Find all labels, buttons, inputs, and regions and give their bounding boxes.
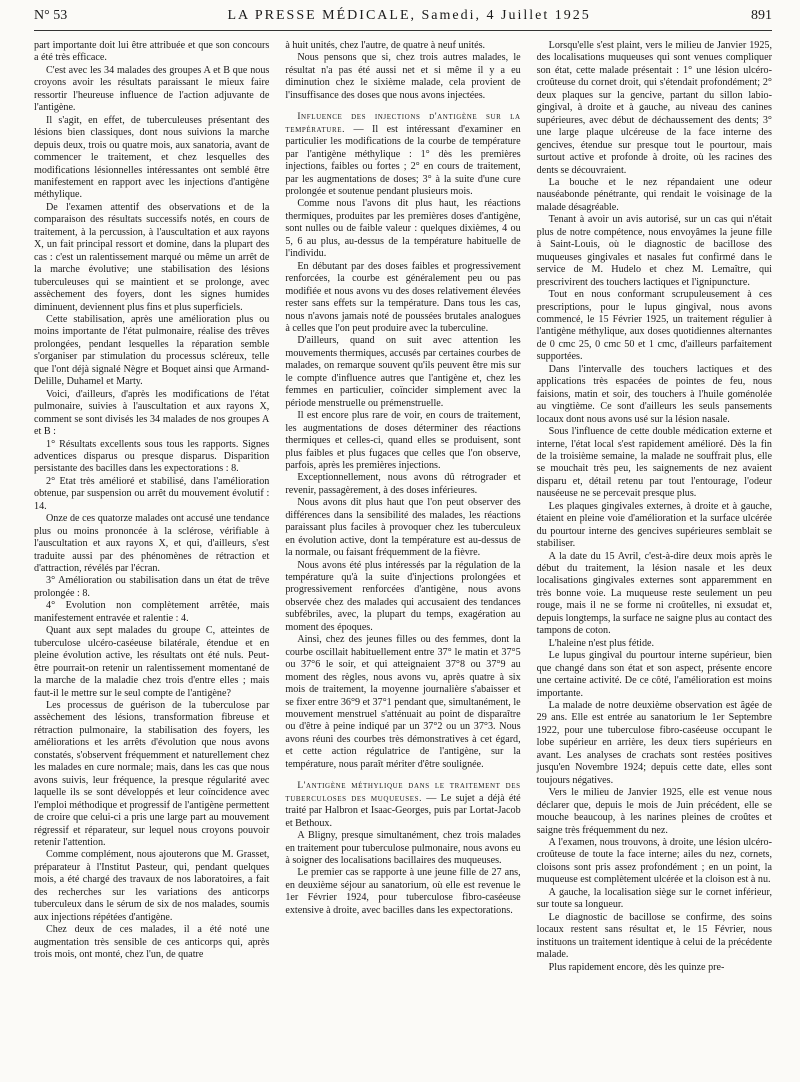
paragraph: Ainsi, chez des jeunes filles ou des femmes, dont la courbe oscillait habituellement entre 37° le matin et 37°5 ou 37°6 le soir, et qui atteignaient 37°8 ou 37°9 au moment des règles, nous avons vu, après quatre à six mois de traitement, la moyenne journalière s'abaisser et se fixer entre 36°9 et 37°1 pendant que, simultanément, le mouvement menstruel s'atténuait au point de disparaître ou d'être à peine indiqué par un 37°2 ou un 37°3. Nous avons réuni des courbes très démonstratives à cet égard, et cette action régulatrice de l'antigène, sur la température, nous paraît mériter d'être soulignée. xyxy=(285,634,521,770)
paragraph: Comme nous l'avons dit plus haut, les réactions thermiques, produites par les premières doses d'antigène, sont nulles ou de faible valeur : quelques dixièmes, 4 ou 5, 6 au plus, au-dessus de la température habituelle de l'individu. xyxy=(285,198,521,260)
paragraph: La malade de notre deuxième observation est âgée de 29 ans. Elle est entrée au sanatorium le 1er Septembre 1922, pour une tuberculose fibro-caséeuse occupant le lobe supérieur en arrière, les deux tiers supérieurs en avant. Les analyses de crachats sont restées positives jusqu'en Novembre 1924; depuis cette date, elles sont toujours négatives. xyxy=(536,700,772,786)
page-number: 891 xyxy=(750,8,772,23)
running-header xyxy=(34,8,772,31)
paragraph: Chez deux de ces malades, il a été noté une augmentation très sensible de ces anticorps qui, après trois mois, ont monté, chez l'un, de quatre xyxy=(34,924,270,961)
paragraph: Sous l'influence de cette double médication externe et interne, l'état local s'est rapidement amélioré. Dès la fin de la troisième semaine, la malade ne souffrait plus, elle se mouchait très peu, les saignements de nez avaient disparu et, détail retenu par tout l'entourage, l'odeur nauséeuse ne se percevait presque plus. xyxy=(536,426,772,500)
section-heading-text: — Il est intéressant d'examiner en particulier les modifications de la courbe de température par l'antigène méthylique : 1° dès les premières injections, faibles ou fortes ; 2° en cours de traitement, par les augmentations de doses; 3° à la suite d'une cure prolongée et soutenue pendant plusieurs mois. xyxy=(285,123,521,197)
paragraph: Comme complément, nous ajouterons que M. Grasset, préparateur à l'Institut Pasteur, qui, pendant quelques mois, a été chargé des travaux de nos laboratoires, a fait des recherches sur les variations des anticorps tuberculeux dans le sérum de six de nos malades, soumis aux injections répétées d'antigène. xyxy=(34,849,270,923)
paragraph: Plus rapidement encore, dès les quinze pre- xyxy=(548,961,725,973)
paragraph: Nous avons été plus intéressés par la régulation de la température qu'à la suite d'injections prolongées et progressivement renforcées d'antigène, nous avons observée chez des malades qui accusaient des tendances subfébriles, avec, la plupart du temps, exagération au moment des époques. xyxy=(285,559,521,633)
paragraph: Il s'agit, en effet, de tuberculeuses présentant des lésions bien classiques, dont nous suivions la marche depuis deux, trois ou quatre mois, aux sanatoria, avant de commencer le traitement, et chez lesquelles des modifications lésionnelles intéressantes ont semblé être manifestement en rapport avec les injections d'antigène méthylique. xyxy=(34,114,270,201)
paragraph: à huit unités, chez l'autre, de quatre à neuf unités. xyxy=(285,40,486,51)
paragraph: part importante doit lui être attribuée et que son concours a été très efficace. xyxy=(34,40,270,64)
paragraph: Onze de ces quatorze malades ont accusé une tendance plus ou moins prononcée à la sclérose, vérifiable à l'auscultation et aux rayons X, et qui, d'ailleurs, s'est traduite aussi par des phénomènes de rétraction et d'attraction, révélés par l'écran. xyxy=(34,513,270,575)
paragraph: Cette stabilisation, après une amélioration plus ou moins importante de l'état pulmonaire, réalise des trêves prolongées, pendant lesquelles la réparation semble s'organiser par stimulation du processus scléreux, telle que l'ont déjà signalé Nègre et Boquet ainsi que Armand-Delille, Duhamel et Marty. xyxy=(34,313,270,388)
paragraph: A la date du 15 Avril, c'est-à-dire deux mois après le début du traitement, la lésion nasale et les deux localisations gingivales externes sont apparemment en très bonne voie. La muqueuse reste seulement un peu rouge, mais il ne se forme ni croûtelles, ni exsudat et, depuis longtemps, la surface ne saigne plus au contact des tampons de coton. xyxy=(536,550,772,637)
section-heading xyxy=(285,111,520,198)
section-heading-title: Influence des injections d'antigène sur la température. xyxy=(285,112,521,135)
paragraph: A gauche, la localisation siège sur le cornet inférieur, sur toute sa longueur. xyxy=(536,886,772,911)
paragraph: Il est encore plus rare de voir, en cours de traitement, les augmentations de doses déterminer des réactions thermiques et celles-ci, quand elles se produisent, sont plus faibles et plus fugaces que celles que l'on observe, parfois, après les premières injections. xyxy=(285,410,521,471)
paragraph: Exceptionnellement, nous avons dû rétrograder et revenir, passagèrement, à des doses inférieures. xyxy=(285,472,521,496)
paragraph: C'est avec les 34 malades des groupes A et B que nous croyons avoir les résultats paraissant le mieux faire ressortir l'heureuse influence de l'action adjuvante de l'antigène. xyxy=(34,64,270,114)
paragraph: Lorsqu'elle s'est plaint, vers le milieu de Janvier 1925, des localisations muqueuses qui sont venues compliquer son état, cette malade présentait : 1° une lésion ulcéro-croûteuse du cornet droit, qui s'étendait profondément; 2° deux plaques sur la gencive, partant du sillon labio-gingival, à droite et à gauche, au niveau des canines supérieures, avec début de déchaussement des dents; 3° une large plaque ulcéreuse de la face interne des gencives, étendue sur presque tout le pourtour, mais surtout active et profonde à droite, où les racines des dents se découvraient. xyxy=(536,40,772,176)
paragraph: Le diagnostic de bacillose se confirme, des soins locaux restent sans résultat et, le 15 Février, nous instituons un traitement identique à celui de la précédente malade. xyxy=(536,911,772,961)
paragraph: Nous avons dit plus haut que l'on peut observer des différences dans la sensibilité des malades, les réactions paraissant plus faciles à provoquer chez les tuberculeux en évolution active, dont la température est au-dessus de la normale, ou faisant fréquemment de la fièvre. xyxy=(285,497,521,559)
paragraph: L'haleine n'est plus fétide. xyxy=(548,637,655,649)
issue-number: N° 53 xyxy=(34,8,68,23)
paragraph: Le premier cas se rapporte à une jeune fille de 27 ans, en deuxième séjour au sanatorium, où elle est revenue le 1er Février 1924, pour tuberculose fibro-caséeuse extensive à droite, avec bacilles dans les expectorations. xyxy=(285,867,521,916)
column-right xyxy=(537,40,772,974)
paragraph: Le lupus gingival du pourtour interne supérieur, bien que changé dans son état et son aspect, présente encore une certaine activité. De ce côté, l'amélioration est moins importante. xyxy=(536,650,772,699)
paragraph: La bouche et le nez répandaient une odeur nauséabonde pénétrante, qui rendait le voisinage de la malade désagréable. xyxy=(536,176,772,213)
section-heading xyxy=(285,780,520,830)
text-columns xyxy=(34,40,772,974)
paragraph: A l'examen, nous trouvons, à droite, une lésion ulcéro-croûteuse de toute la face interne; ailes du nez, cornets, cloisons sont pris assez profondément ; en un point, la muqueuse est complètement ulcérée et la cloison est à nu. xyxy=(536,837,772,886)
paragraph: Quant aux sept malades du groupe C, atteintes de tuberculose ulcéro-caséeuse bilatérale, étendue et en pleine évolution active, les résultats ont été nuls. Peut-être pourrait-on retenir un ralentissement momentané de la marche de la maladie chez trois d'entre elles ; mais faut-il le mettre sur le seul compte de l'antigène? xyxy=(34,625,270,699)
paragraph: En débutant par des doses faibles et progressivement renforcées, la courbe est généralement peu ou pas modifiée et nous avons vu des doses relativement élevées rester sans effets sur la température. Dans tous les cas, nous n'avons jamais noté de poussées brutales analogues à celles que l'on peut produire avec la tuberculine. xyxy=(285,260,521,334)
paragraph: De l'examen attentif des observations et de la comparaison des résultats successifs notés, en cours de traitement, à la percussion, à l'auscultation et aux rayons X, un fait principal ressort et domine, dans la plupart des cas : c'est un ralentissement marqué ou même un arrêt de la marche évolutive; une stabilisation des lésions tuberculeuses qui se maintient et se prolonge, avec assèchement des foyers, dont les signes humides diminuent, deviennent plus fins et plus superficiels. xyxy=(34,201,270,313)
section-heading-text: — Le sujet a déjà été traité par Halbron et Isaac-Georges, puis par Lortat-Jacob et Bethoux. xyxy=(285,792,521,829)
paragraph: Voici, d'ailleurs, d'après les modifications de l'état pulmonaire, suivies à l'auscultation et aux rayons X, comment se sont divisés les 34 malades de nos groupes A et B : xyxy=(34,388,270,438)
paragraph: Dans l'intervalle des touchers lactiques et des applications très espacées de pointes de feu, nous faisions, matin et soir, des touchers à l'huile goménolée au vingtième. Ce sont d'ailleurs les seuls pansements locaux dont nous avons usé sur la lésion nasale. xyxy=(536,363,772,425)
column-middle xyxy=(285,40,520,917)
paragraph: Vers le milieu de Janvier 1925, elle est venue nous déclarer que, depuis le mois de Juin précédent, elle se mouche beaucoup, à les narines pleines de croûtes et saigne très fréquemment du nez. xyxy=(536,787,772,836)
paragraph: 4° Evolution non complètement arrêtée, mais manifestement entravée et ralentie : 4. xyxy=(34,600,270,624)
journal-title: LA PRESSE MÉDICALE, Samedi, 4 Juillet 1925 xyxy=(227,8,591,23)
paragraph: 3° Amélioration ou stabilisation dans un état de trêve prolongée : 8. xyxy=(34,575,270,599)
column-left xyxy=(34,40,269,962)
paragraph: A Bligny, presque simultanément, chez trois malades en traitement pour tuberculose pulmonaire, nous avons eu à soigner des localisations bacillaires des muqueuses. xyxy=(285,830,521,866)
paragraph: Les plaques gingivales externes, à droite et à gauche, étaient en pleine voie d'amélioration et la surface ulcérée du pourtour interne des gencives supérieures semblait se stabiliser. xyxy=(536,500,772,550)
paragraph: 1° Résultats excellents sous tous les rapports. Signes adventices disparus ou presque disparus. Disparition persistante des bacilles dans les expectorations : 8. xyxy=(34,438,270,475)
paragraph: Tout en nous conformant scrupuleusement à ces prescriptions, pour le lupus gingival, nous avons commencé, le 15 Février 1925, un traitement régulier à l'antigène méthylique, aux doses quotidiennes alternantes de 0 cmc 25, 0 cmc 50 et 1 cmc, d'ailleurs parfaitement supportées. xyxy=(536,289,772,363)
paragraph: 2° Etat très amélioré et stabilisé, dans l'amélioration obtenue, par suspension ou arrêt du mouvement évolutif : 14. xyxy=(34,475,270,512)
paragraph: D'ailleurs, quand on suit avec attention les mouvements thermiques, accusés par certaines courbes de malades, on remarque souvent qu'ils peuvent être mis sur le compte d'influence autres que l'antigène et, chez les femmes en particulier, coïncider simplement avec la période menstruelle ou prémenstruelle. xyxy=(285,335,521,409)
paragraph: Tenant à avoir un avis autorisé, sur un cas qui n'était plus de notre compétence, nous envoyâmes la jeune fille à Saint-Louis, où le diagnostic de bacillose des muqueuses gingivales et nasales fut confirmé dans le service de M. Hudelo et chez M. Lemaître, qui prescrivirent des touchers lactiques et l'ignipuncture. xyxy=(536,214,772,288)
paragraph: Nous pensons que si, chez trois autres malades, le résultat n'a pas été aussi net et si même il y a eu diminution chez le sixième malade, cela provient de l'insuffisance des doses que nous avons injectées. xyxy=(285,52,521,101)
section-heading-title: L'antigène méthylique dans le traitement des tuberculoses des muqueuses. xyxy=(285,781,521,804)
paragraph: Les processus de guérison de la tuberculose par assèchement des lésions, transformation fibreuse et rétraction pulmonaire, la stabilisation des foyers, les améliorations et les arrêts d'évolution que nous avons constatés, s'observent fréquemment et naturellement chez les malades en cure normale; mais, dans les cas que nous avons suivis, leur fréquence, la presque régularité avec laquelle ils se sont développés et leur coïncidence avec l'emploi méthodique et progressif de l'antigène permettent de croire que celui-ci a pris une large part au mouvement régressif et réparateur, sur lequel nous croyons pouvoir retenir l'attention. xyxy=(34,700,270,848)
